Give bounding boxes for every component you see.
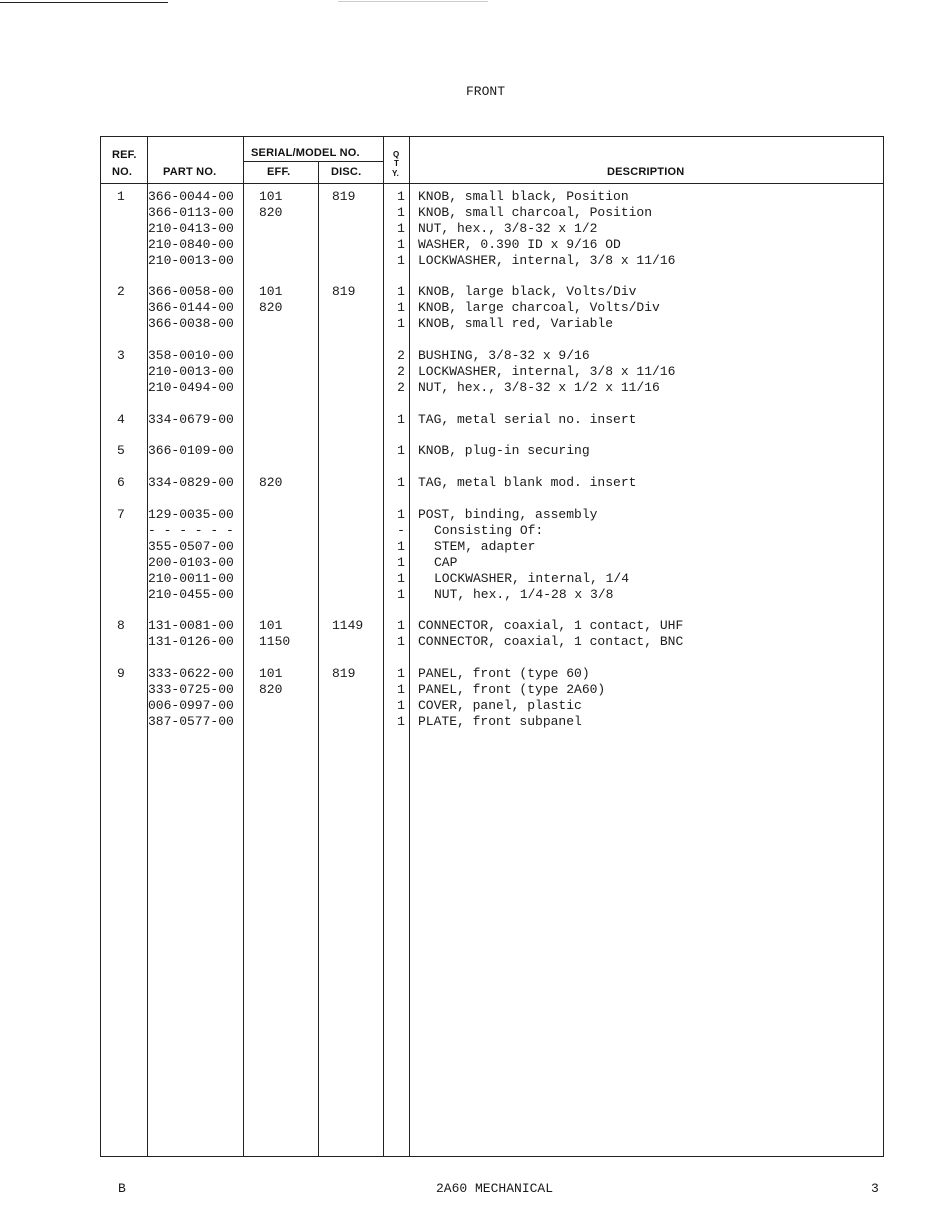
cell-qty: 1 xyxy=(397,475,405,491)
cell-part-no: 210-0413-00 xyxy=(148,220,234,236)
cell-part-no: 358-0010-00 xyxy=(148,348,234,363)
cell-qty: 1 xyxy=(397,666,405,681)
cell-part-no: 366-0109-00 xyxy=(148,443,234,459)
header-qty-y: Y. xyxy=(392,169,400,178)
cell-part-no: 366-0113-00 xyxy=(148,204,234,220)
header-eff: EFF. xyxy=(267,166,291,178)
cell-description: TAG, metal blank mod. insert xyxy=(418,475,637,491)
cell-description: BUSHING, 3/8-32 x 9/16 xyxy=(418,348,590,363)
cell-description: KNOB, large black, Volts/Div xyxy=(418,284,637,300)
cell-qty: 1 xyxy=(397,681,405,697)
cell-disc: 1149 xyxy=(332,618,364,634)
cell-description: PANEL, front (type 2A60) xyxy=(418,681,606,697)
cell-description: LOCKWASHER, internal, 1/4 xyxy=(434,570,630,586)
cell-eff: 101 xyxy=(259,189,283,204)
cell-qty: 1 xyxy=(397,507,405,522)
cell-description: LOCKWASHER, internal, 3/8 x 11/16 xyxy=(418,363,676,379)
cell-disc: 819 xyxy=(332,284,356,300)
cell-description: KNOB, plug-in securing xyxy=(418,443,590,459)
cell-ref-no: 4 xyxy=(117,411,125,427)
cell-ref-no: 6 xyxy=(117,475,125,491)
cell-description: CONNECTOR, coaxial, 1 contact, UHF xyxy=(418,618,684,634)
cell-qty: 1 xyxy=(397,220,405,236)
cell-description: KNOB, small charcoal, Position xyxy=(418,204,653,220)
cell-part-no: - - - - - - xyxy=(148,522,234,538)
cell-qty: 1 xyxy=(397,204,405,220)
cell-description: WASHER, 0.390 ID x 9/16 OD xyxy=(418,236,621,252)
cell-part-no: 366-0058-00 xyxy=(148,284,234,300)
cell-qty: 2 xyxy=(397,363,405,379)
cell-eff: 101 xyxy=(259,666,283,681)
cell-part-no: 210-0455-00 xyxy=(148,586,234,602)
cell-description: PLATE, front subpanel xyxy=(418,713,582,729)
cell-ref-no: 9 xyxy=(117,666,125,681)
cell-eff: 101 xyxy=(259,284,283,300)
cell-qty: 1 xyxy=(397,252,405,268)
cell-description: KNOB, small black, Position xyxy=(418,189,629,204)
cell-description: PANEL, front (type 60) xyxy=(418,666,590,681)
cell-part-no: 355-0507-00 xyxy=(148,538,234,554)
parts-list-table xyxy=(100,136,884,1157)
cell-description: KNOB, small red, Variable xyxy=(418,316,614,332)
cell-qty: 1 xyxy=(397,618,405,634)
header-qty-q: Q xyxy=(393,150,400,159)
cell-description: NUT, hex., 3/8-32 x 1/2 x 11/16 xyxy=(418,379,660,395)
cell-description: POST, binding, assembly xyxy=(418,507,598,522)
cell-part-no: 129-0035-00 xyxy=(148,507,234,522)
column-divider-eff xyxy=(318,161,319,1156)
footer-section-title: 2A60 MECHANICAL xyxy=(436,1181,554,1196)
serial-model-subheader-rule xyxy=(243,161,383,162)
cell-qty: 1 xyxy=(397,538,405,554)
cell-qty: 1 xyxy=(397,300,405,316)
cell-part-no: 333-0725-00 xyxy=(148,681,234,697)
column-divider-part xyxy=(243,137,244,1156)
cell-part-no: 200-0103-00 xyxy=(148,554,234,570)
cell-qty: 1 xyxy=(397,554,405,570)
cell-part-no: 006-0997-00 xyxy=(148,697,234,713)
cell-eff: 820 xyxy=(259,681,283,697)
cell-description: NUT, hex., 3/8-32 x 1/2 xyxy=(418,220,598,236)
cell-description: NUT, hex., 1/4-28 x 3/8 xyxy=(434,586,614,602)
cell-qty: 1 xyxy=(397,316,405,332)
page-title: FRONT xyxy=(466,84,506,99)
footer-revision: B xyxy=(118,1181,126,1196)
cell-ref-no: 1 xyxy=(117,189,125,204)
cell-ref-no: 8 xyxy=(117,618,125,634)
cell-qty: 1 xyxy=(397,443,405,459)
cell-qty: 1 xyxy=(397,411,405,427)
cell-qty: 1 xyxy=(397,713,405,729)
column-divider-qty xyxy=(409,137,410,1156)
footer-page-number: 3 xyxy=(871,1181,879,1196)
cell-part-no: 210-0013-00 xyxy=(148,252,234,268)
cell-eff: 101 xyxy=(259,618,283,634)
cell-description: STEM, adapter xyxy=(434,538,536,554)
cell-qty: 2 xyxy=(397,348,405,363)
cell-eff: 820 xyxy=(259,300,283,316)
cell-qty: - xyxy=(397,522,405,538)
cell-part-no: 387-0577-00 xyxy=(148,713,234,729)
cell-eff: 820 xyxy=(259,475,283,491)
cell-disc: 819 xyxy=(332,189,356,204)
cell-description: KNOB, large charcoal, Volts/Div xyxy=(418,300,660,316)
cell-description: CAP xyxy=(434,554,458,570)
header-disc: DISC. xyxy=(331,166,362,178)
cell-part-no: 210-0494-00 xyxy=(148,379,234,395)
cell-qty: 2 xyxy=(397,379,405,395)
cell-qty: 1 xyxy=(397,189,405,204)
cell-qty: 1 xyxy=(397,284,405,300)
column-divider-disc xyxy=(383,137,384,1156)
cell-disc: 819 xyxy=(332,666,356,681)
cell-ref-no: 3 xyxy=(117,348,125,363)
header-ref-line1: REF. xyxy=(112,149,137,161)
cell-description: LOCKWASHER, internal, 3/8 x 11/16 xyxy=(418,252,676,268)
header-bottom-rule xyxy=(101,183,883,184)
cell-part-no: 210-0013-00 xyxy=(148,363,234,379)
top-edge-rule-faint xyxy=(338,1,488,2)
cell-part-no: 366-0038-00 xyxy=(148,316,234,332)
cell-ref-no: 7 xyxy=(117,507,125,522)
cell-qty: 1 xyxy=(397,570,405,586)
cell-qty: 1 xyxy=(397,586,405,602)
header-part-no: PART NO. xyxy=(163,166,217,178)
cell-eff: 1150 xyxy=(259,634,291,650)
cell-eff: 820 xyxy=(259,204,283,220)
cell-qty: 1 xyxy=(397,634,405,650)
cell-part-no: 366-0144-00 xyxy=(148,300,234,316)
cell-part-no: 210-0011-00 xyxy=(148,570,234,586)
top-edge-rule xyxy=(0,2,168,3)
cell-part-no: 334-0829-00 xyxy=(148,475,234,491)
cell-ref-no: 2 xyxy=(117,284,125,300)
header-ref-line2: NO. xyxy=(112,166,133,178)
cell-qty: 1 xyxy=(397,697,405,713)
cell-part-no: 334-0679-00 xyxy=(148,411,234,427)
header-description: DESCRIPTION xyxy=(607,166,685,178)
cell-description: CONNECTOR, coaxial, 1 contact, BNC xyxy=(418,634,684,650)
header-qty-t: T xyxy=(394,159,400,168)
cell-qty: 1 xyxy=(397,236,405,252)
cell-ref-no: 5 xyxy=(117,443,125,459)
cell-description: TAG, metal serial no. insert xyxy=(418,411,637,427)
cell-part-no: 131-0126-00 xyxy=(148,634,234,650)
header-serial-model-no: SERIAL/MODEL NO. xyxy=(251,147,360,159)
cell-part-no: 210-0840-00 xyxy=(148,236,234,252)
cell-description: Consisting Of: xyxy=(434,522,544,538)
cell-description: COVER, panel, plastic xyxy=(418,697,582,713)
cell-part-no: 333-0622-00 xyxy=(148,666,234,681)
cell-part-no: 366-0044-00 xyxy=(148,189,234,204)
cell-part-no: 131-0081-00 xyxy=(148,618,234,634)
